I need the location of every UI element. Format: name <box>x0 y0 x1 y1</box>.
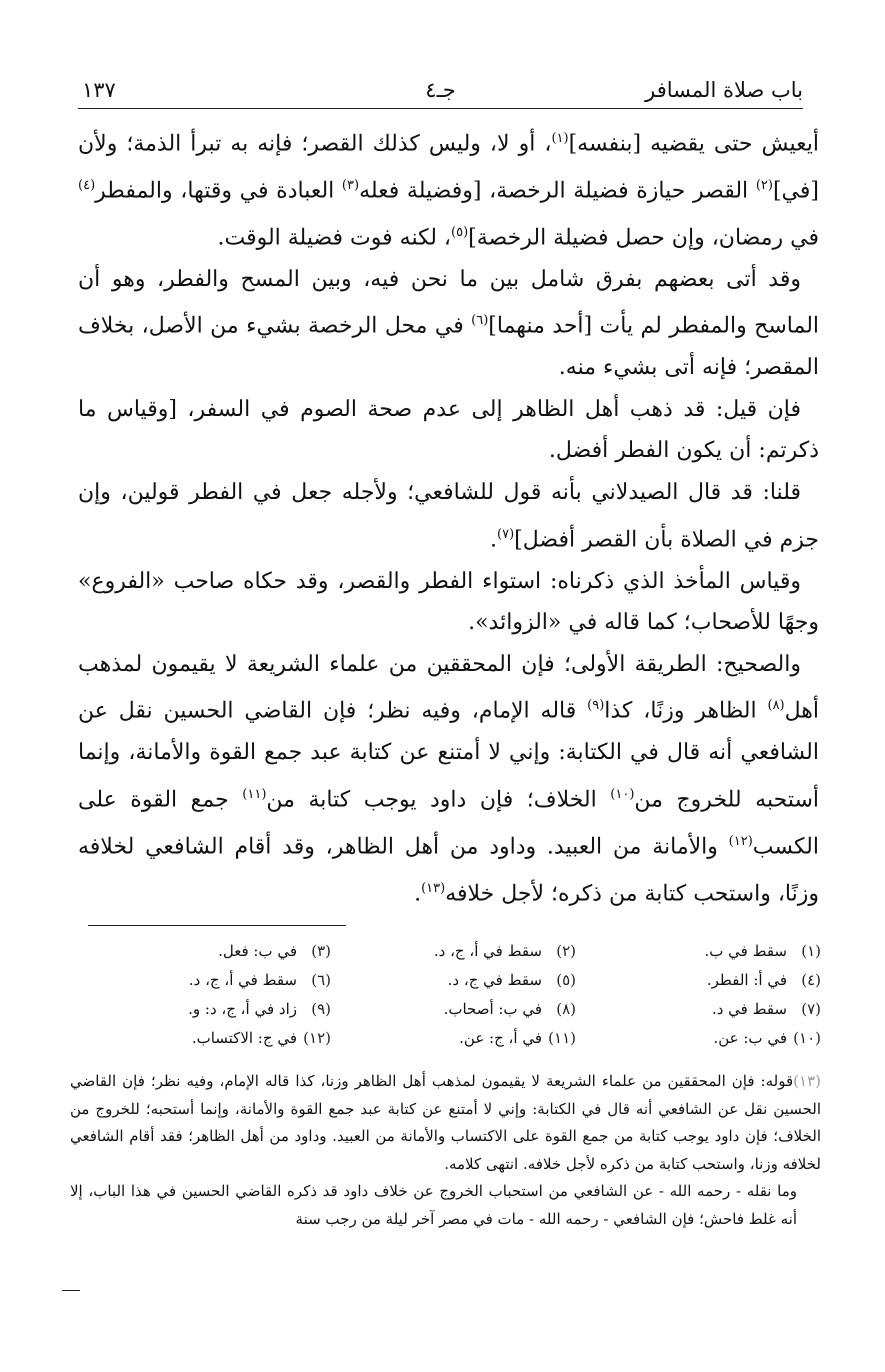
footnote-separator <box>88 925 346 926</box>
footnote: (٢)سقط في أ، ج، د. <box>433 942 576 960</box>
footnote-ref: (٥) <box>451 224 469 240</box>
footnote: (١١)في أ، ج: عن. <box>459 1029 576 1047</box>
paragraph: وقياس المأخذ الذي ذكرناه: استواء الفطر والقصر، وقد حكاه صاحب «الفروع» وجهًا للأصحاب؛ كما قاله في «الزوائد». <box>78 568 819 636</box>
footnote-ref: (٦) <box>471 313 489 329</box>
footnote: (١٢)في ج: الاكتساب. <box>191 1029 331 1047</box>
continuation-mark <box>62 1290 80 1291</box>
paragraph: والصحيح: الطريقة الأولى؛ فإن المحققين من علماء الشريعة لا يقيمون لمذهب أهل$^{(٨)}$ الظاهر وزنًا، كذا$^{(٩)}$ قاله الإمام، وفيه نظر؛ فإن القاضي الحسين نقل عن الشافعي أنه قال في الكتابة: وإني لا أمتنع عن كتابة عبد جمع القوة والأمانة، وإنما أستحبه للخروج من$^{(١٠)}$ الخلاف؛ فإن داود يوجب كتابة من$^{(١١)}$ جمع القوة على الكسب$^{(١٢)}$ والأمانة من العبيد. وداود من أهل الظاهر، وقد أقام الشافعي لخلافه وزنًا، واستحب كتابة من ذكره؛ لأجل خلافه$^{(١٣)}$. <box>78 651 820 907</box>
footnote-ref: (١٣) <box>421 880 446 896</box>
page-number: ١٣٧ <box>82 78 116 102</box>
footnote-13 <box>70 1068 821 1233</box>
footnote: (٦)سقط في أ، ج، د. <box>188 971 331 989</box>
footnote-ref: (٢) <box>755 177 773 193</box>
chapter-title: باب صلاة المسافر <box>645 78 803 102</box>
footnote-13-para: (١٣)قوله: فإن المحققين من علماء الشريعة لا يقيمون لمذهب أهل الظاهر وزنا، كذا قاله الإمام، وفيه نظر؛ فإن القاضي الحسين نقل عن الشافعي أنه قال في الكتابة: وإني لا أمتنع عن كتابة عبد جمع القوة والأمانة، وإنما أستحبه؛ للخروج من الخلاف؛ فإن داود يوجب كتابة من جمع القوة على الاكتساب والأمانة من العبيد. وداود من أهل الظاهر؛ فقد أقام الشافعي لخلافه وزنا، واستحب كتابة من ذكره لأجل خلافه. انتهى كلامه. <box>70 1068 821 1178</box>
footnote-ref: (٧) <box>497 526 515 542</box>
footnote-ref: (٣) <box>341 177 360 193</box>
paragraph: قلنا: قد قال الصيدلاني بأنه قول للشافعي؛ ولأجله جعل في الفطر قولين، وإن جزم في الصلاة بأن القصر أفضل]$^{(٧)}$. <box>78 480 819 552</box>
footnote-ref: (١٠) <box>610 786 635 802</box>
paragraph: فإن قيل: قد ذهب أهل الظاهر إلى عدم صحة الصوم في السفر، [وقياس ما ذكرتم: أن يكون الفطر أفضل. <box>78 396 819 464</box>
footnote-ref: (٤) <box>78 177 96 193</box>
footnote-ref: (١١) <box>242 786 267 802</box>
footnote-ref: (١٢) <box>728 833 753 849</box>
footnote: (٥)سقط في ج، د. <box>447 971 576 989</box>
main-text <box>78 118 819 915</box>
footnote-ref: (١) <box>551 131 569 146</box>
footnotes <box>86 938 821 1052</box>
footnote: (٨)في ب: أصحاب. <box>443 1000 576 1018</box>
footnote-13-para: وما نقله - رحمه الله - عن الشافعي من استحباب الخروج عن خلاف داود قد ذكره القاضي الحسين في هذا الباب، إلا أنه غلط فاحش؛ فإن الشافعي - رحمه الله - مات في مصر آخر ليلة من رجب سنة <box>70 1182 797 1228</box>
paragraph: أيعيش حتى يقضيه [بنفسه]$^{(١)}$، أو لا، وليس كذلك القصر؛ فإنه به تبرأ الذمة؛ ولأن [في]$^{(٢)}$ القصر حيازة فضيلة الرخصة، [وفضيلة فعله$^{(٣)}$ العبادة في وقتها، والمفطر$^{(٤)}$ في رمضان، وإن حصل فضيلة الرخصة]$^{(٥)}$، لكنه فوت فضيلة الوقت. <box>78 131 819 251</box>
footnote: (٧)سقط في د. <box>711 1000 821 1018</box>
footnote: (٤)في أ: الفطر. <box>706 971 821 989</box>
volume-number: جـ٤ <box>425 78 456 102</box>
footnote: (١٠)في ب: عن. <box>713 1029 821 1047</box>
footnote: (١)سقط في ب. <box>704 942 821 960</box>
paragraph: وقد أتى بعضهم بفرق شامل بين ما نحن فيه، وبين المسح والفطر، وهو أن الماسح والمفطر لم يأت [أحد منهما]$^{(٦)}$ في محل الرخصة بشيء من الأصل، بخلاف المقصر؛ فإنه أتى بشيء منه. <box>78 266 820 381</box>
footnote: (٣)في ب: فعل. <box>218 942 331 960</box>
footnote-number: (١٣) <box>793 1072 821 1090</box>
footnote-ref: (٨) <box>767 698 785 714</box>
running-header <box>78 72 803 109</box>
footnote-ref: (٩) <box>587 698 605 714</box>
footnote: (٩)زاد في أ، ج، د: و. <box>188 1000 331 1018</box>
